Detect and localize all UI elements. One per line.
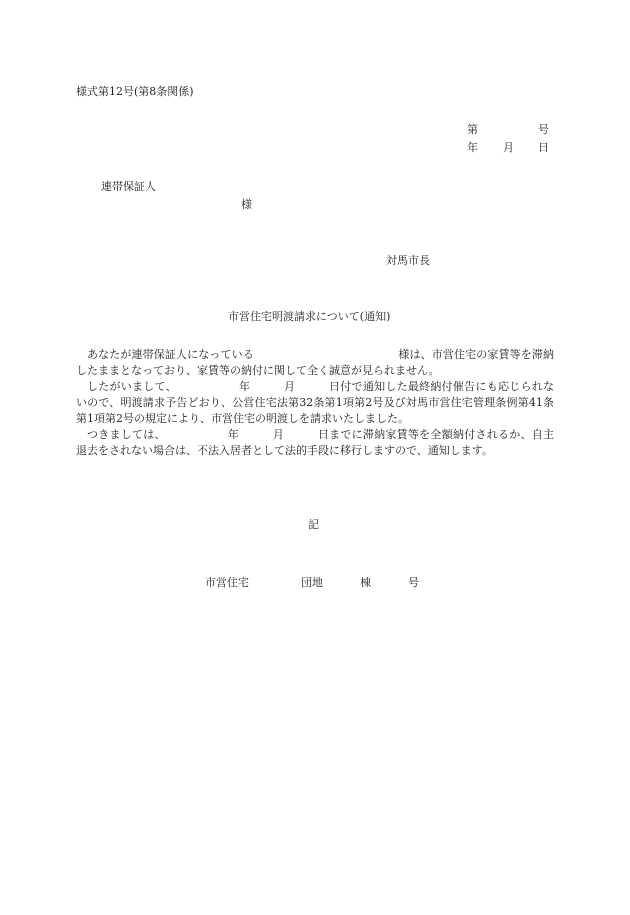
sender-name: 対馬市長: [386, 254, 430, 267]
date-month: 月: [503, 141, 514, 154]
doc-number-dai: 第: [467, 123, 478, 136]
ki-heading: 記: [308, 518, 319, 531]
property-danchi: 団地: [301, 576, 323, 589]
body-paragraph-2: したがいまして、 年 月 日付で通知した最終納付催告にも応じられないので、明渡請求予告どおり、公営住宅法第32条第1項第2号及び対馬市営住宅管理条例第41条第1項第2号の規定により、市営住宅の明渡しを請求いたしました。: [76, 380, 554, 425]
property-label: 市営住宅: [205, 576, 249, 589]
property-go: 号: [408, 576, 419, 589]
form-label: 様式第12号(第8条関係): [76, 85, 194, 98]
body-paragraph-1: あなたが連帯保証人になっている 様は、市営住宅の家賃等を滞納したままとなっており、家賃等の納付に関して全く誠意が見られません。: [76, 348, 554, 377]
recipient-title: 連帯保証人: [101, 180, 156, 193]
body-text: [76, 347, 554, 459]
body-paragraph-3: つきましては、 年 月 日までに滞納家賃等を全額納付されるか、自主退去をされない場合は、不法入居者として法的手段に移行しますので、通知します。: [76, 428, 554, 457]
doc-number-go: 号: [538, 123, 549, 136]
property-to: 棟: [360, 576, 371, 589]
date-day: 日: [538, 141, 549, 154]
date-year: 年: [467, 141, 478, 154]
document-subject: 市営住宅明渡請求について(通知): [228, 310, 391, 323]
recipient-honorific: 様: [241, 198, 252, 211]
